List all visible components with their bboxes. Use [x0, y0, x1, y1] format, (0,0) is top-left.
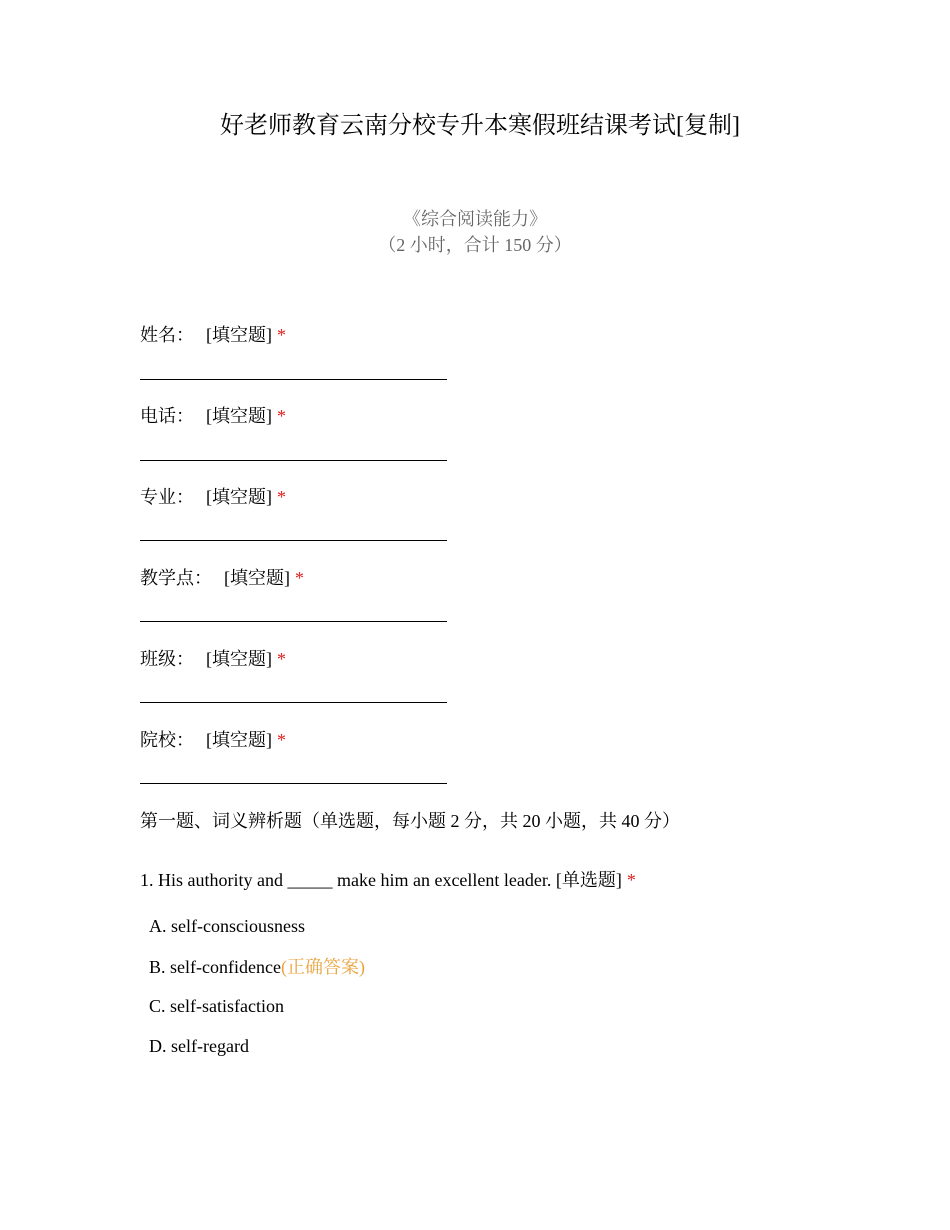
field-school-label	[140, 728, 286, 752]
field-colon: ：	[194, 568, 212, 588]
exam-subject: 《综合阅读能力》	[403, 209, 547, 229]
field-phone-blank[interactable]	[140, 460, 447, 461]
question-type: [单选题]	[555, 870, 622, 890]
option-c[interactable]	[149, 994, 284, 1018]
question-text: 1. His authority and _____ make him an excellent leader.	[140, 870, 556, 890]
required-marker: *	[277, 487, 286, 507]
required-marker: *	[277, 730, 286, 750]
question-1	[140, 868, 636, 892]
required-marker: *	[277, 406, 286, 426]
field-type: [填空题]	[206, 730, 272, 750]
field-phone-label	[140, 404, 286, 428]
field-campus-label	[140, 566, 304, 590]
option-text: B. self-confidence	[149, 957, 281, 977]
field-label-text: 院校	[140, 730, 176, 750]
field-colon: ：	[176, 649, 194, 669]
option-a[interactable]	[149, 914, 305, 938]
field-colon: ：	[176, 487, 194, 507]
field-label-text: 姓名	[140, 325, 176, 345]
field-type: [填空题]	[206, 649, 272, 669]
field-label-text: 电话	[140, 406, 176, 426]
field-colon: ：	[176, 406, 194, 426]
field-type: [填空题]	[224, 568, 290, 588]
field-campus-blank[interactable]	[140, 621, 447, 622]
exam-duration-score: （2 小时，合计 150 分）	[378, 235, 572, 255]
field-class-blank[interactable]	[140, 702, 447, 703]
field-colon: ：	[176, 730, 194, 750]
field-colon: ：	[176, 325, 194, 345]
option-text: A. self-consciousness	[149, 916, 305, 936]
section-heading: 第一题、词义辨析题（单选题，每小题 2 分，共 20 小题，共 40 分）	[140, 811, 680, 831]
option-text: C. self-satisfaction	[149, 996, 284, 1016]
field-class-label	[140, 647, 286, 671]
exam-title: 好老师教育云南分校专升本寒假班结课考试[复制]	[220, 113, 740, 139]
field-major-blank[interactable]	[140, 540, 447, 541]
field-label-text: 专业	[140, 487, 176, 507]
field-major-label	[140, 485, 286, 509]
correct-answer-note: (正确答案)	[280, 957, 365, 977]
field-name-blank[interactable]	[140, 379, 447, 380]
field-label-text: 班级	[140, 649, 176, 669]
option-d[interactable]	[149, 1034, 249, 1058]
field-label-text: 教学点	[140, 568, 194, 588]
option-b[interactable]	[149, 955, 365, 979]
field-type: [填空题]	[206, 487, 272, 507]
field-school-blank[interactable]	[140, 783, 447, 784]
required-marker: *	[626, 870, 636, 890]
field-type: [填空题]	[206, 406, 272, 426]
option-text: D. self-regard	[149, 1036, 249, 1056]
field-name-label	[140, 323, 286, 347]
field-type: [填空题]	[206, 325, 272, 345]
required-marker: *	[277, 649, 286, 669]
required-marker: *	[295, 568, 304, 588]
required-marker: *	[277, 325, 286, 345]
